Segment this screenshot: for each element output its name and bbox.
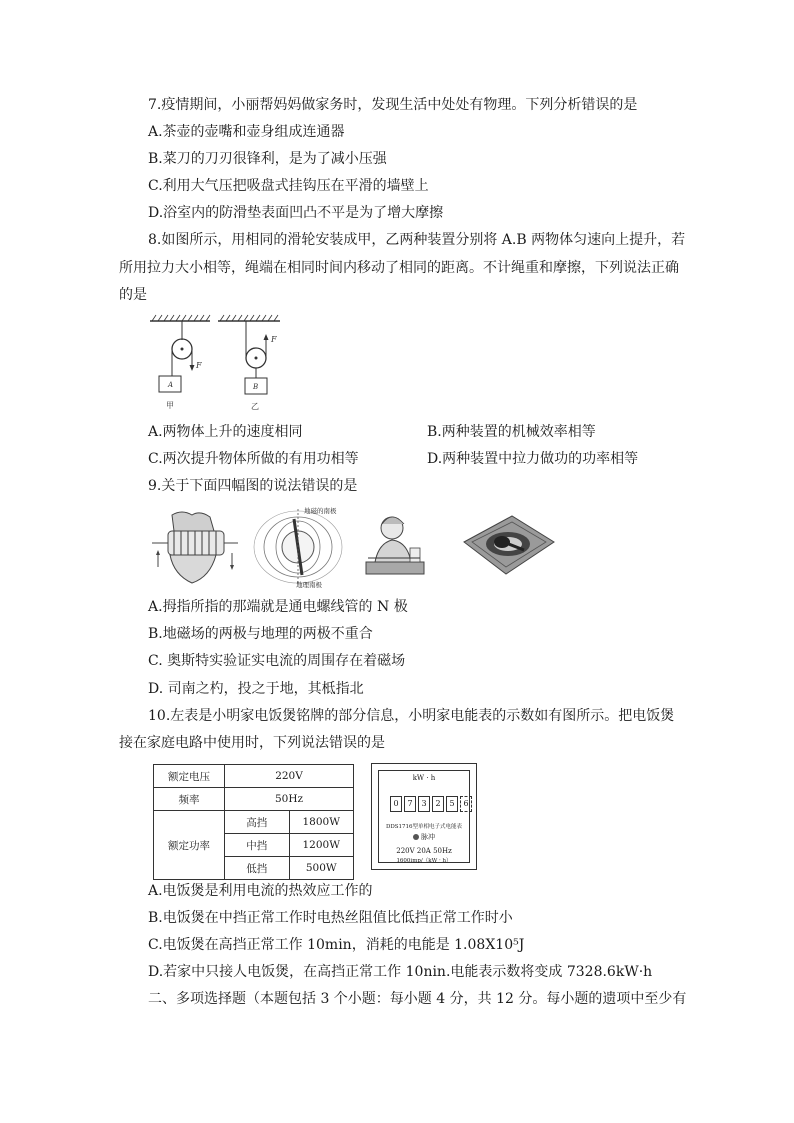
block-b-label: B [253,383,259,391]
rice-cooker-nameplate-table [153,764,354,880]
q7-option-d: D.浴室内的防滑垫表面凹凸不平是为了增大摩擦 [148,205,444,221]
label-jia: 甲 [166,401,174,410]
geomagnetic-field-figure [250,505,350,589]
q9-option-b: B.地磁场的两极与地理的两极不重合 [148,626,373,642]
q8-stem-line1: 8.如图所示，用相同的滑轮安装成甲，乙两种装置分别将 A.B 两物体匀速向上提升，若 [148,232,686,248]
block-a-label: A [168,381,174,389]
q9-option-d: D. 司南之杓，投之于地，其柢指北 [148,681,364,697]
q10-option-b: B.电饭煲在中挡正常工作时电热丝阻值比低挡正常工作时小 [148,910,513,926]
q8-option-b: B.两种装置的机械效率相等 [427,424,596,440]
meter-digits [390,796,472,812]
mid-gear-label: 中挡 [225,834,290,857]
high-gear-value: 1800W [289,811,354,834]
meter-pulse-indicator [379,832,469,842]
meter-digit: 0 [390,796,402,812]
frequency-label: 频率 [154,788,225,811]
pulse-light-icon [413,834,419,840]
q9-option-c: C. 奥斯特实验证实电流的周围存在着磁场 [148,653,406,669]
meter-digit: 5 [446,796,458,812]
q8-stem-line3: 的是 [119,287,147,303]
low-gear-value: 500W [289,857,354,880]
oersted-experiment-figure [360,512,430,582]
frequency-value: 50Hz [225,788,354,811]
meter-pulse-label: 脉冲 [421,833,435,841]
q7-option-c: C.利用大气压把吸盘式挂钩压在平滑的墙壁上 [148,178,429,194]
mid-gear-value: 1200W [289,834,354,857]
force-label-jia: F [196,361,202,370]
meter-digit: 7 [404,796,416,812]
force-label-yi: F [271,335,277,344]
meter-digit: 3 [418,796,430,812]
q8-option-a: A.两物体上升的速度相同 [148,424,303,440]
rated-voltage-value: 220V [225,765,354,788]
solenoid-right-hand-figure [150,505,240,589]
q7-option-b: B.菜刀的刀刃很锋利，是为了减小压强 [148,151,387,167]
electric-meter [371,763,477,870]
meter-unit: kW · h [412,774,436,782]
q8-option-c: C.两次提升物体所做的有用功相等 [148,451,359,467]
label-yi: 乙 [251,402,259,411]
rated-voltage-label: 额定电压 [154,765,225,788]
meter-model: DDS1716型单相电子式电能表 [385,824,463,830]
q10-option-d: D.若家中只接人电饭煲，在高挡正常工作 10nin.电能表示数将变成 7328.6kW·h [148,964,653,980]
q8-stem-line2: 所用拉力大小相等，绳端在相同时间内移动了相同的距离。不计绳重和摩擦，下列说法正确 [119,260,679,276]
meter-digit: 2 [432,796,444,812]
pulley-figure [146,312,288,412]
q10-option-a: A.电饭煲是利用电流的热效应工作的 [148,883,373,899]
q7-stem: 7.疫情期间，小丽帮妈妈做家务时，发现生活中处处有物理。下列分析错误的是 [148,97,638,113]
meter-rating: 220V 20A 50Hz [396,847,452,855]
meter-digit-decimal: 6 [460,796,472,812]
low-gear-label: 低挡 [225,857,290,880]
q9-option-a: A.拇指所指的那端就是通电螺线管的 N 极 [148,599,408,615]
geo-north-label: 地理南极 [296,581,322,589]
q10-stem-line2: 接在家庭电路中使用时，下列说法错误的是 [119,735,385,751]
sinan-compass-figure [460,512,556,582]
high-gear-label: 高挡 [225,811,290,834]
rated-power-label: 额定功率 [154,811,225,880]
q10-stem-line1: 10.左表是小明家电饭煲铭牌的部分信息，小明家电能表的示数如有图所示。把电饭煲 [148,708,675,724]
q8-option-d: D.两种装置中拉力做功的功率相等 [427,451,639,467]
geo-south-label: 地磁的南极 [304,507,337,515]
q10-option-c: C.电饭煲在高挡正常工作 10min，消耗的电能是 1.08X10⁵J [148,937,525,953]
q9-stem: 9.关于下面四幅图的说法错误的是 [148,478,358,494]
q7-option-a: A.茶壶的壶嘴和壶身组成连通器 [148,124,345,140]
section-2-heading: 二、多项选择题（本题包括 3 个小题：每小题 4 分，共 12 分。每小题的遗项中至少有 [148,991,687,1007]
meter-imp: 1600imp/（kW · h） [396,858,452,864]
meter-face [378,770,470,863]
